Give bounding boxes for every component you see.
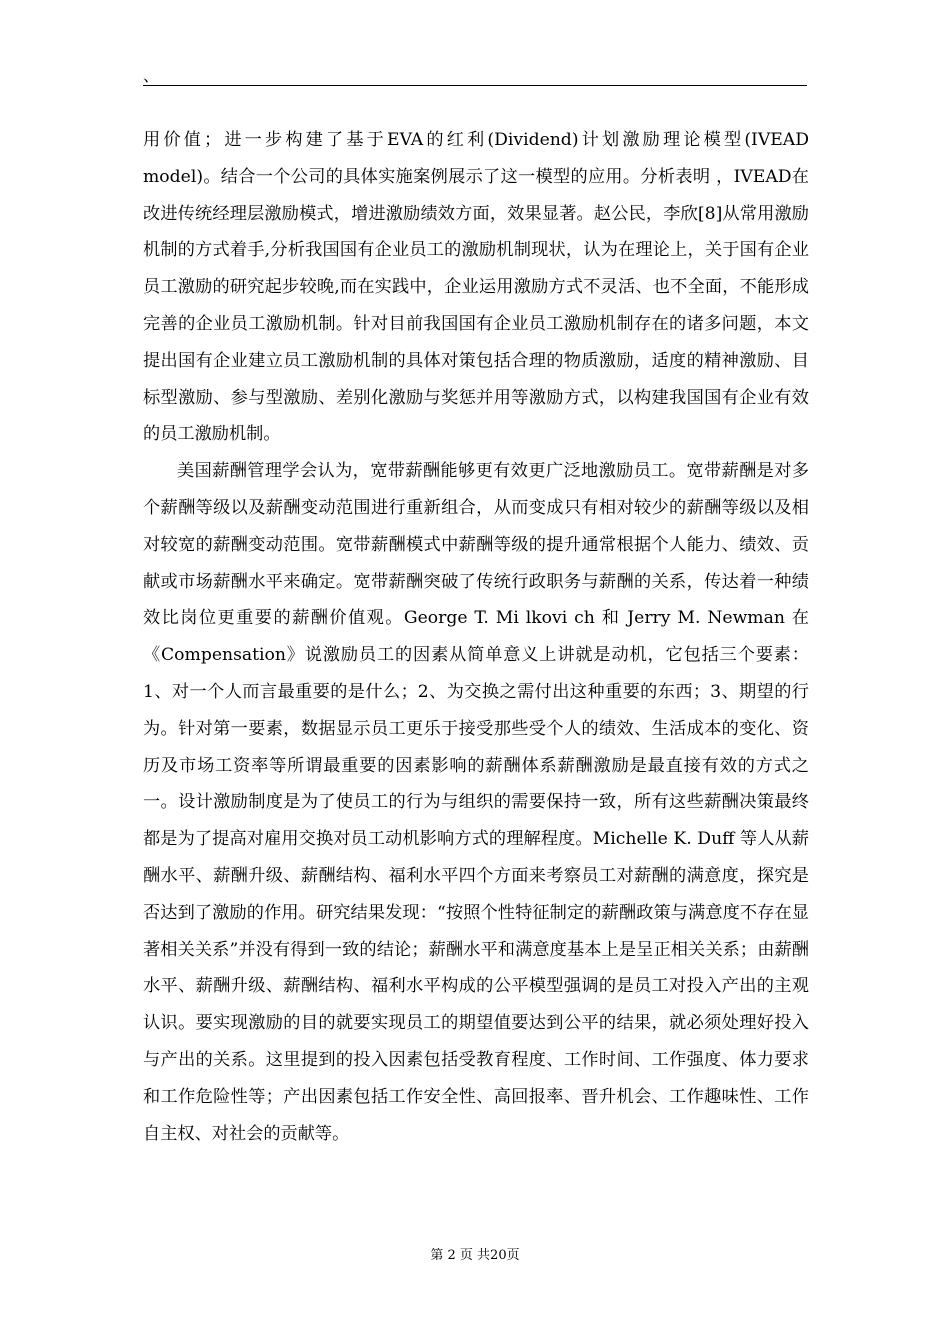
paragraph: 美国薪酬管理学会认为，宽带薪酬能够更有效更广泛地激励员工。宽带薪酬是对多个薪酬等级以及薪酬变动范围进行重新组合，从而变成只有相对较少的薪酬等级以及相对较宽的薪酬变动范围。宽带薪酬模式中薪酬等级的提升通常根据个人能力、绩效、贡献或市场薪酬水平来确定。宽带薪酬突破了传统行政职务与薪酬的关系，传达着一种绩效比岗位更重要的薪酬价值观。George T. Mi lkovi ch 和 Jerry M. Newman 在《Compensation》说激励员工的因素从简单意义上讲就是动机，它包括三个要素：1、对一个人而言最重要的是什么；2、为交换之需付出这种重要的东西；3、期望的行为。针对第一要素，数据显示员工更乐于接受那些受个人的绩效、生活成本的变化、资历及市场工资率等所谓最重要的因素影响的薪酬体系薪酬激励是最直接有效的方式之一。设计激励制度是为了使员工的行为与组织的需要保持一致，所有这些薪酬决策最终都是为了提高对雇用交换对员工动机影响方式的理解程度。Michelle K. Duff 等人从薪酬水平、薪酬升级、薪酬结构、福利水平四个方面来考察员工对薪酬的满意度，探究是否达到了激励的作用。研究结果发现：“按照个性特征制定的薪酬政策与满意度不存在显著相关关系”并没有得到一致的结论；薪酬水平和满意度基本上是呈正相关关系；由薪酬水平、薪酬升级、薪酬结构、福利水平构成的公平模型强调的是员工对投入产出的主观认识。要实现激励的目的就要实现员工的期望值要达到公平的结果，就必须处理好投入与产出的关系。这里提到的投入因素包括受教育程度、工作时间、工作强度、体力要求和工作危险性等；产出因素包括工作安全性、高回报率、晋升机会、工作趣味性、工作自主权、对社会的贡献等。 bbox=[143, 461, 809, 1144]
header-rule bbox=[143, 85, 807, 86]
header-mark: 、 bbox=[143, 66, 160, 85]
document-body bbox=[143, 122, 809, 1152]
paragraph: 用价值；进一步构建了基于EVA的红利(Dividend)计划激励理论模型(IVEAD model)。结合一个公司的具体实施案例展示了这一模型的应用。分析表明 ，IVEAD在改进传统经理层激励模式，增进激励绩效方面，效果显著。赵公民，李欣[8]从常用激励机制的方式着手,分析我国国有企业员工的激励机制现状，认为在理论上，关于国有企业员工激励的研究起步较晚,而在实践中，企业运用激励方式不灵活、也不全面，不能形成完善的企业员工激励机制。针对目前我国国有企业员工激励机制存在的诸多问题，本文提出国有企业建立员工激励机制的具体对策包括合理的物质激励，适度的精神激励、目标型激励、参与型激励、差别化激励与奖惩并用等激励方式，以构建我国国有企业有效的员工激励机制。 bbox=[143, 130, 809, 445]
page-number: 第 2 页 共20页 bbox=[430, 1248, 520, 1263]
